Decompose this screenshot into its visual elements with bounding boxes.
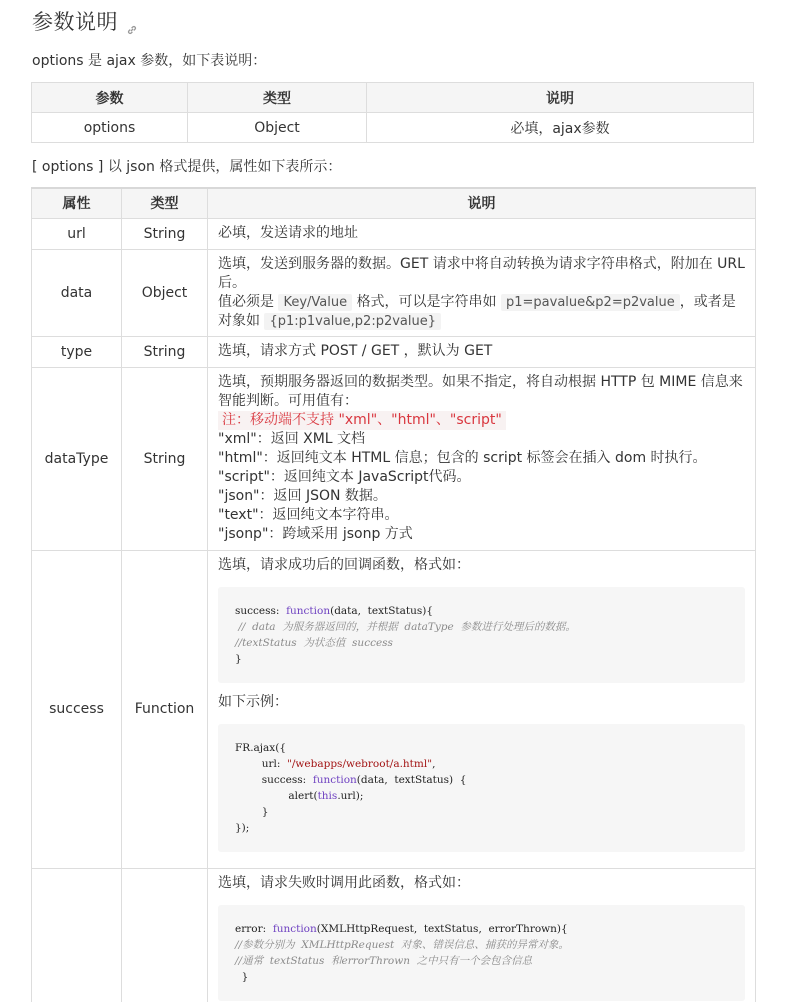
property-desc-cell: [208, 367, 756, 550]
value-line: "xml"：返回 XML 文档: [218, 430, 366, 447]
code-block: success: function(data, textStatus){ // data 为服务器返回的，并根据 dataType 参数进行处理后的数据。 //textStatus 为状态值 success }: [218, 587, 745, 683]
property-name-cell: dataType: [32, 367, 122, 550]
property-desc-cell: 选填，请求方式 POST / GET ，默认为 GET: [208, 336, 756, 367]
column-header: 类型: [188, 83, 367, 113]
property-type-cell: String: [122, 367, 208, 550]
property-type-cell: String: [122, 336, 208, 367]
warning-note: 注：移动端不支持 "xml"、"html"、"script": [218, 411, 506, 430]
property-name-cell: url: [32, 218, 122, 249]
desc-text: 格式，可以是字符串如: [356, 293, 497, 310]
link-icon[interactable]: [126, 17, 138, 29]
desc-line: 选填，请求成功后的回调函数，格式如：: [218, 556, 470, 573]
property-name-cell: type: [32, 336, 122, 367]
property-desc-cell: [208, 249, 756, 336]
property-name-cell: data: [32, 249, 122, 336]
column-header: 说明: [367, 83, 754, 113]
table-row: [32, 868, 756, 1002]
inline-code: Key/Value: [278, 294, 352, 311]
table-row: [32, 113, 754, 143]
desc-line: 选填，预期服务器返回的数据类型。如果不指定，将自动根据 HTTP 包 MIME 信息来智能判断。可用值有：: [218, 373, 743, 409]
section-title: 参数说明: [32, 10, 118, 34]
desc-text: 值必须是: [218, 293, 274, 310]
column-header: 属性: [32, 188, 122, 218]
section-heading: [32, 6, 138, 36]
desc-line: [218, 293, 745, 331]
table-row: [32, 550, 756, 868]
property-type-cell: [122, 868, 208, 1002]
properties-intro: [ options ] 以 json 格式提供，属性如下表所示：: [32, 159, 342, 175]
options-table: [31, 82, 754, 143]
property-desc-cell: 必填，发送请求的地址: [208, 218, 756, 249]
desc-line: 选填，发送到服务器的数据。GET 请求中将自动转换为请求字符串格式，附加在 URL 后。: [218, 255, 745, 291]
table-header-row: [32, 188, 756, 218]
options-intro: options 是 ajax 参数，如下表说明：: [32, 53, 267, 69]
desc-line: 如下示例：: [218, 693, 288, 710]
param-desc-cell: 必填，ajax参数: [367, 113, 754, 143]
table-header-row: [32, 83, 754, 113]
property-desc-cell: [208, 868, 756, 1002]
value-line: "json"：返回 JSON 数据。: [218, 487, 387, 504]
property-name-cell: [32, 868, 122, 1002]
property-type-cell: String: [122, 218, 208, 249]
property-type-cell: Function: [122, 550, 208, 868]
param-name-cell: options: [32, 113, 188, 143]
code-block: FR.ajax({ url: "/webapps/webroot/a.html", success: function(data, textStatus) { alert(this.url); } });: [218, 724, 745, 852]
inline-code: {p1:p1value,p2:p2value}: [264, 313, 441, 330]
code-block: error: function(XMLHttpRequest, textStatus, errorThrown){ //参数分别为 XMLHttpRequest 对象、错误信息、捕获的异常对象。 //通常 textStatus 和errorThrown 之中只有一个会包含信息 }: [218, 905, 745, 1001]
table-row: [32, 367, 756, 550]
property-name-cell: success: [32, 550, 122, 868]
inline-code: p1=pavalue&p2=p2value: [501, 294, 680, 311]
value-line: "html"：返回纯文本 HTML 信息；包含的 script 标签会在插入 dom 时执行。: [218, 449, 707, 466]
desc-line: 选填，请求失败时调用此函数，格式如：: [218, 874, 470, 891]
column-header: 说明: [208, 188, 756, 218]
value-line: "text"：返回纯文本字符串。: [218, 506, 399, 523]
properties-table: [31, 187, 756, 1002]
column-header: 类型: [122, 188, 208, 218]
property-desc-cell: [208, 550, 756, 868]
param-type-cell: Object: [188, 113, 367, 143]
table-row: [32, 249, 756, 336]
table-row: [32, 218, 756, 249]
table-row: [32, 336, 756, 367]
property-type-cell: Object: [122, 249, 208, 336]
column-header: 参数: [32, 83, 188, 113]
value-line: "script"：返回纯文本 JavaScript代码。: [218, 468, 471, 485]
desc-text: ，或者是对象如: [218, 293, 736, 329]
value-line: "jsonp"：跨域采用 jsonp 方式: [218, 525, 413, 542]
